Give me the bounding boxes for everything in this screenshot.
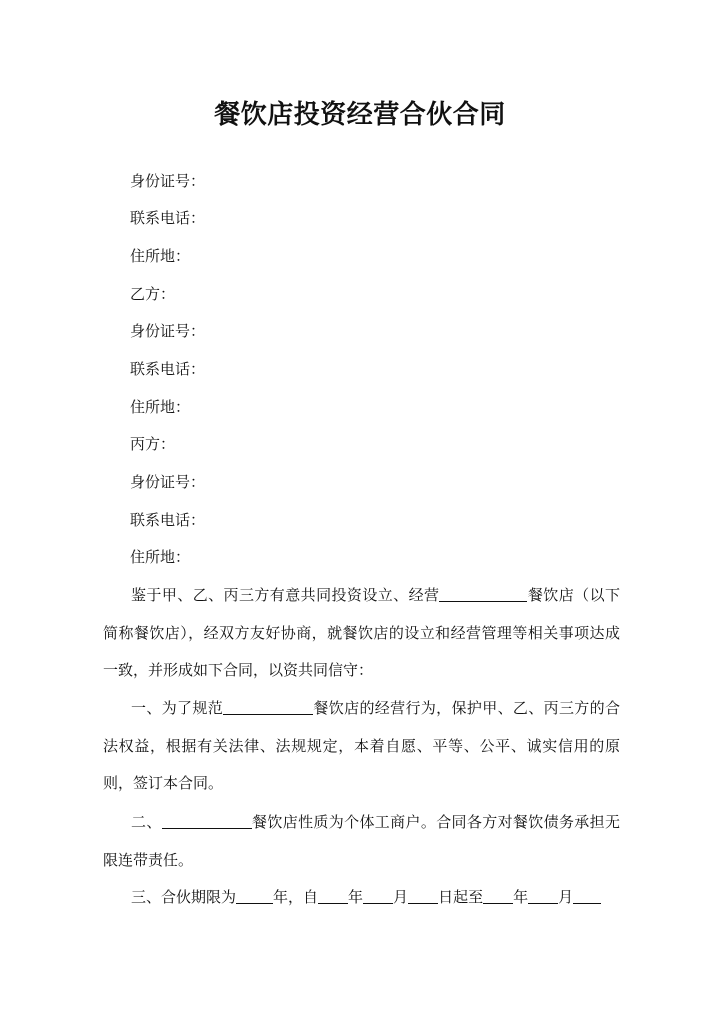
clause-2-text-2: 餐饮店性质为个体工商户。合同各方对餐饮债务承担无限连带责任。 [103, 813, 620, 869]
party-a-id-number-label: 身份证号： [130, 172, 206, 190]
party-b-address-label: 住所地： [130, 398, 191, 416]
clause-3-text-2: 年，自 [273, 888, 319, 906]
party-b-id-number-label: 身份证号： [130, 322, 206, 340]
party-c-address-label: 住所地： [130, 548, 191, 566]
clause-1-restaurant-blank [223, 699, 313, 715]
clause-1-text-1: 一、为了规范 [131, 699, 224, 717]
start-year-blank [318, 888, 348, 904]
start-month-blank [363, 888, 393, 904]
restaurant-name-blank [439, 586, 527, 602]
party-c-phone-label: 联系电话： [130, 511, 206, 529]
party-b-label: 乙方： [130, 285, 176, 303]
clause-3-text-4: 月 [393, 888, 409, 906]
preamble-text-2: 餐饮店（以下简称餐饮店），经双方友好协商，就餐饮店的设立和经营管理等相关事项达成一致，并形成如下合同，以资共同信守： [103, 586, 620, 680]
clause-2-paragraph [103, 804, 620, 879]
clause-3-paragraph [103, 879, 620, 917]
end-year-blank [483, 888, 513, 904]
party-b-phone-label: 联系电话： [130, 360, 206, 378]
party-a-address-label: 住所地： [130, 247, 191, 265]
clause-3-text-7: 月 [558, 888, 574, 906]
party-c-label: 丙方： [130, 435, 176, 453]
clause-3-text-5: 日起至 [438, 888, 484, 906]
term-years-blank [236, 888, 273, 904]
preamble-paragraph [103, 577, 620, 690]
end-day-blank [573, 888, 601, 904]
party-c-id-number-label: 身份证号： [130, 473, 206, 491]
start-day-blank [408, 888, 438, 904]
document-title: 餐饮店投资经营合伙合同 [214, 100, 506, 130]
end-month-blank [528, 888, 558, 904]
clause-2-restaurant-blank [162, 813, 252, 829]
clause-3-text-3: 年 [348, 888, 364, 906]
party-a-phone-label: 联系电话： [130, 209, 206, 227]
clause-3-text-1: 三、合伙期限为 [131, 888, 237, 906]
clause-2-text-1: 二、 [131, 813, 162, 831]
preamble-text-1: 鉴于甲、乙、丙三方有意共同投资设立、经营 [131, 586, 440, 604]
clause-3-text-6: 年 [513, 888, 529, 906]
clause-1-paragraph [103, 690, 620, 803]
clause-1-text-2: 餐饮店的经营行为，保护甲、乙、丙三方的合法权益，根据有关法律、法规规定，本着自愿、平等、公平、诚实信用的原则，签订本合同。 [103, 699, 620, 793]
